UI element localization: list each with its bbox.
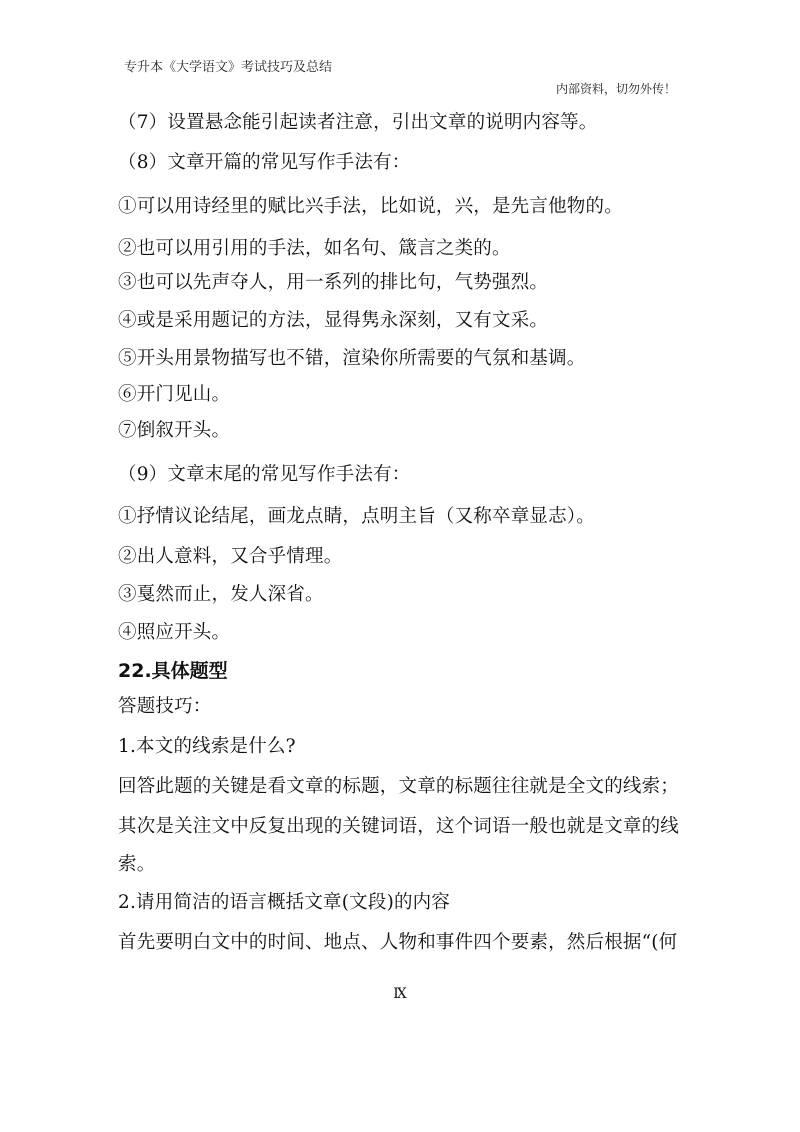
text-line: 首先要明白文中的时间、地点、人物和事件四个要素，然后根据“(何 bbox=[118, 932, 678, 953]
text-line: （8）文章开篇的常见写作手法有： bbox=[118, 152, 411, 173]
text-line: 1.本文的线索是什么? bbox=[118, 736, 296, 757]
text-line: ③戛然而止，发人深省。 bbox=[118, 584, 324, 605]
text-line: ①抒情议论结尾，画龙点睛，点明主旨（又称卒章显志）。 bbox=[118, 506, 595, 527]
text-line: （9）文章末尾的常见写作手法有： bbox=[118, 464, 411, 485]
text-line: ⑤开头用景物描写也不错，渲染你所需要的气氛和基调。 bbox=[118, 348, 586, 369]
page-number: Ⅸ bbox=[393, 986, 407, 1002]
text-line: 其次是关注文中反复出现的关键词语，这个词语一般也就是文章的线 bbox=[118, 816, 680, 837]
text-line: ④或是采用题记的方法，显得隽永深刻，又有文采。 bbox=[118, 310, 549, 331]
text-line: 索。 bbox=[118, 854, 156, 875]
text-line: ⑥开门见山。 bbox=[118, 384, 231, 405]
text-line: 2.请用简洁的语言概括文章(文段)的内容 bbox=[118, 892, 451, 913]
text-line: ⑦倒叙开头。 bbox=[118, 420, 231, 441]
page-header-title: 专升本《大学语文》考试技巧及总结 bbox=[124, 60, 333, 75]
text-line: 回答此题的关键是看文章的标题，文章的标题往往就是全文的线索； bbox=[118, 776, 680, 797]
text-line: ①可以用诗经里的赋比兴手法，比如说，兴，是先言他物的。 bbox=[118, 196, 623, 217]
text-line: 答题技巧： bbox=[118, 696, 212, 717]
text-line: ③也可以先声夺人，用一系列的排比句，气势强烈。 bbox=[118, 272, 549, 293]
section-heading: 22.具体题型 bbox=[118, 660, 228, 682]
text-line: （7）设置悬念能引起读者注意，引出文章的说明内容等。 bbox=[118, 112, 598, 133]
text-line: ②出人意料，又合乎情理。 bbox=[118, 546, 343, 567]
page-header-notice: 内部资料，切勿外传！ bbox=[555, 82, 676, 96]
text-line: ②也可以用引用的手法，如名句、箴言之类的。 bbox=[118, 238, 511, 259]
text-line: ④照应开头。 bbox=[118, 622, 231, 643]
